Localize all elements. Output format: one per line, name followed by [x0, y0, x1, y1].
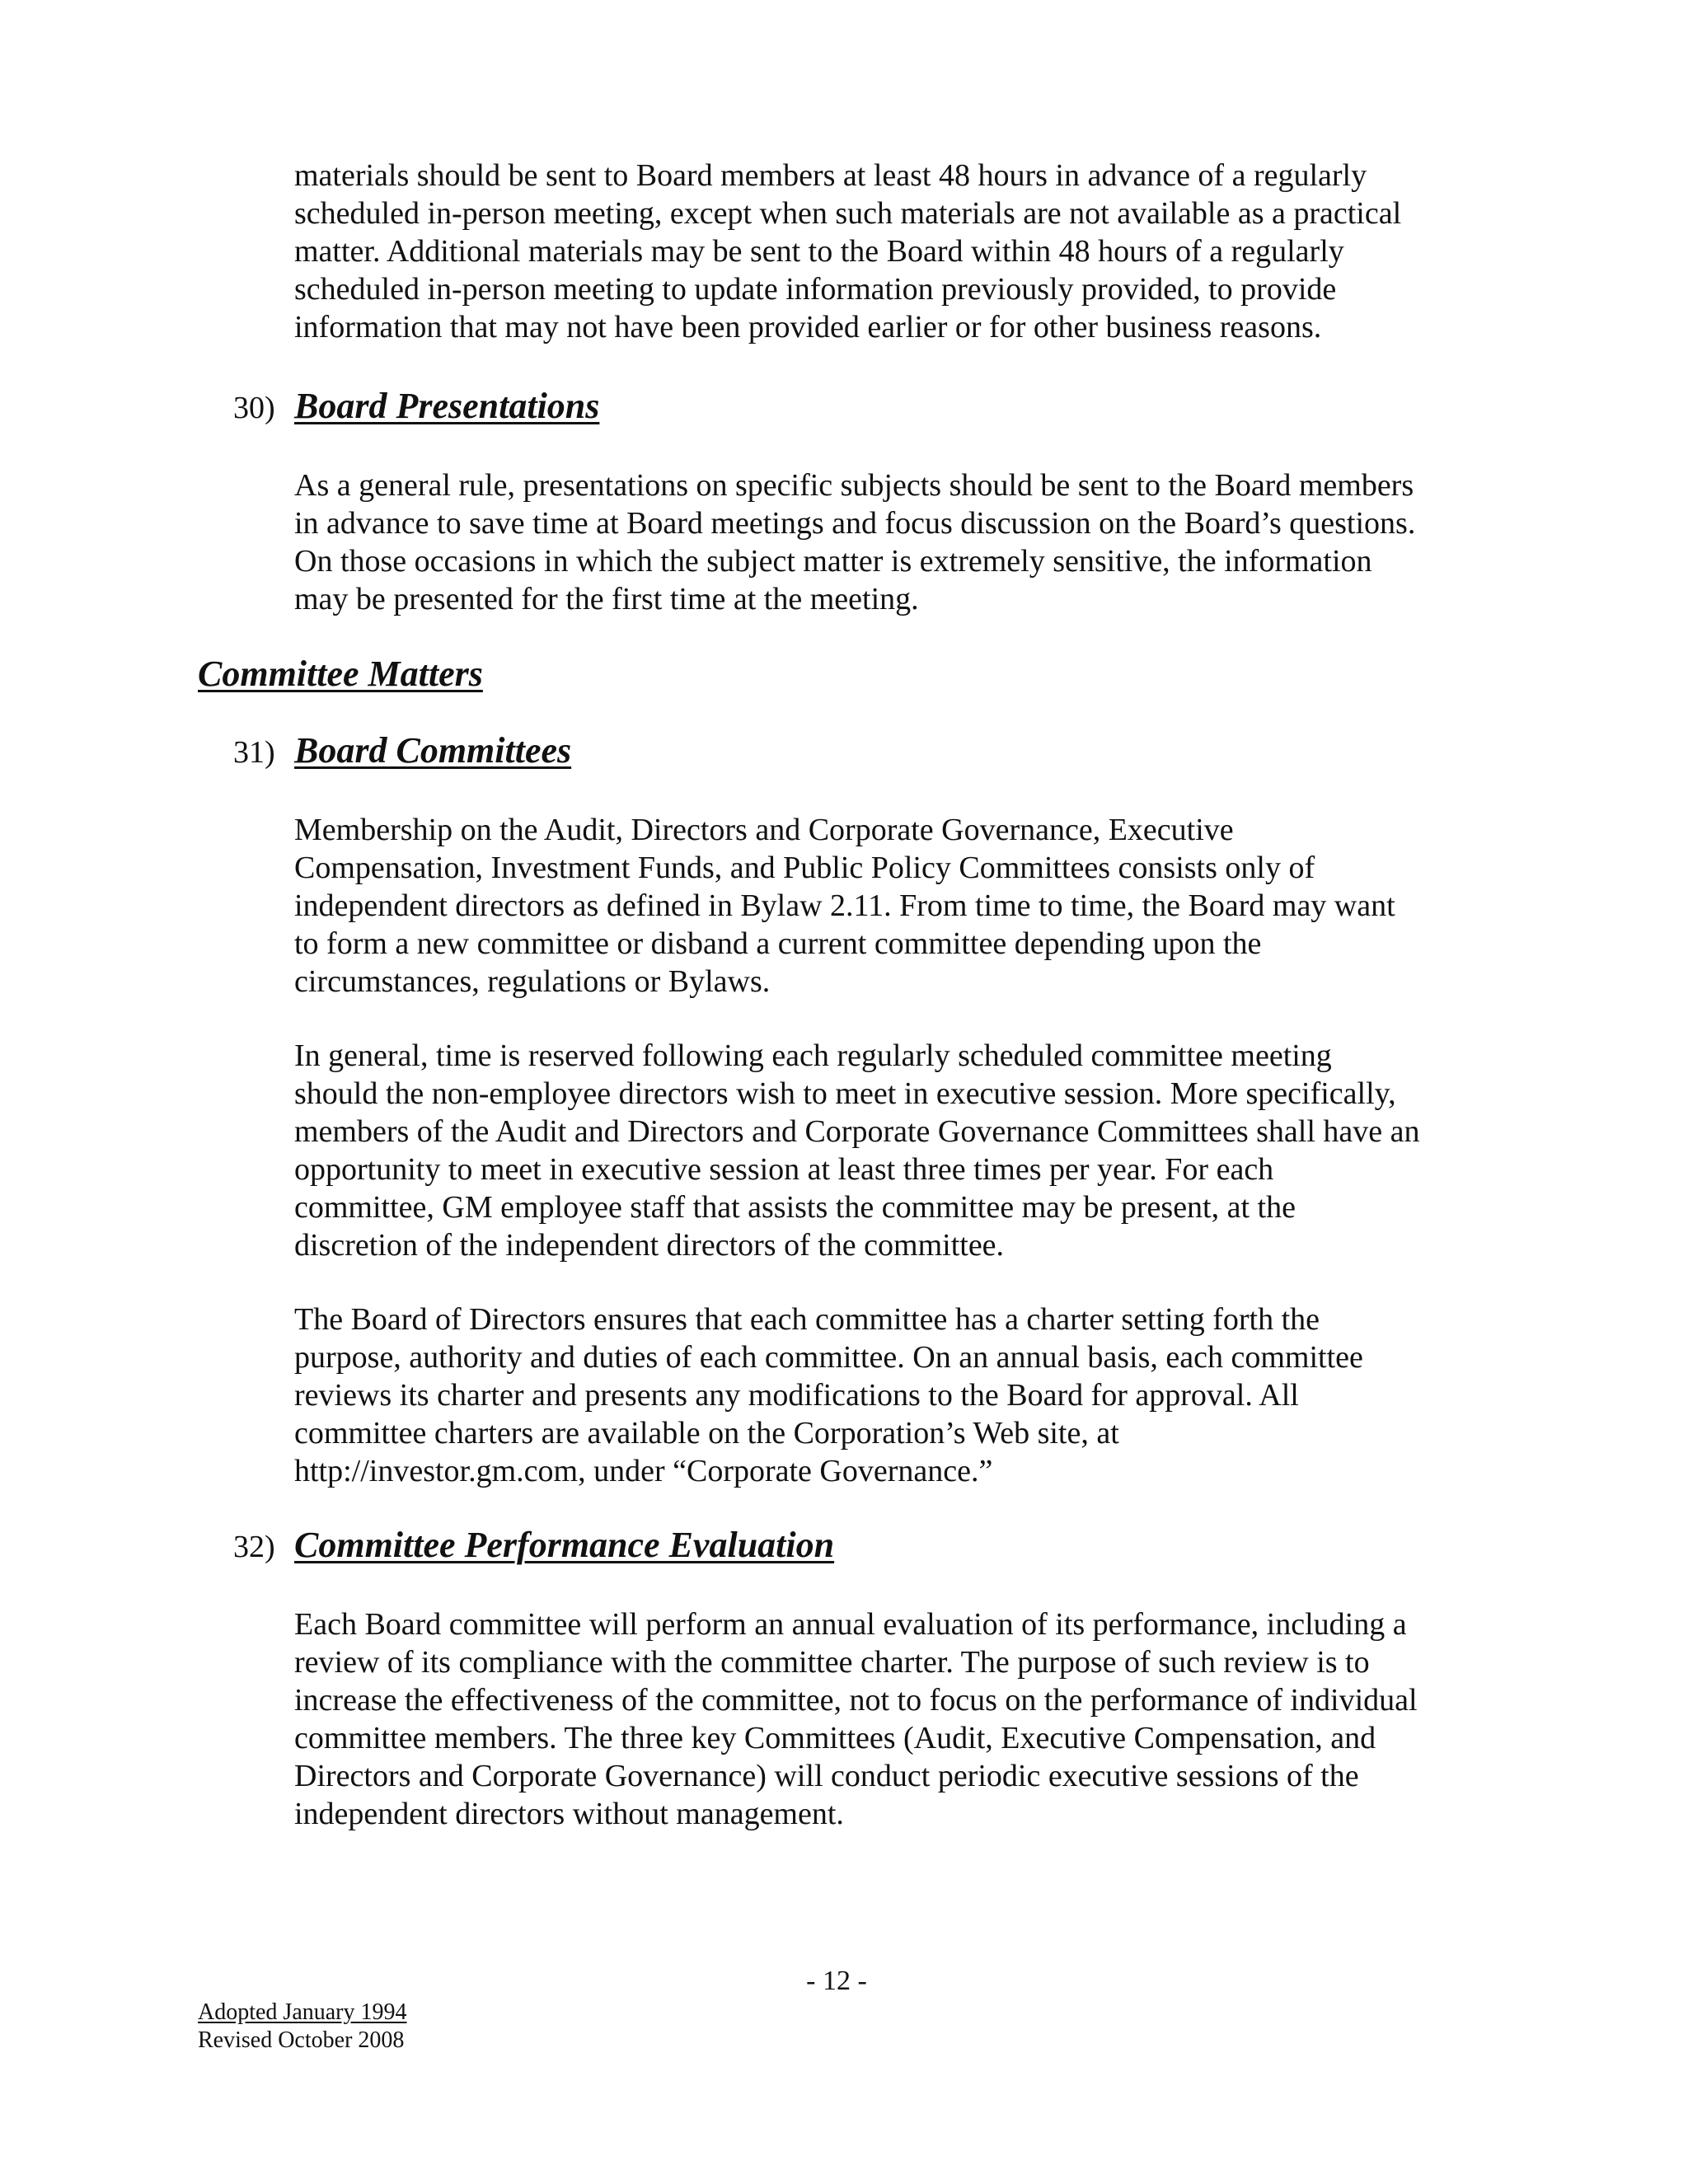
text-line: committee, GM employee staff that assists the committee may be present, at the [294, 1190, 1296, 1225]
item-30-paragraph [294, 466, 1531, 618]
item-title: Board Committees [294, 730, 572, 771]
text-line: Directors and Corporate Governance) will conduct periodic executive sessions of the [294, 1759, 1359, 1793]
text-line: The Board of Directors ensures that each committee has a charter setting forth the [294, 1302, 1320, 1337]
text-line: members of the Audit and Directors and Corporate Governance Committees shall have an [294, 1114, 1420, 1149]
text-line: On those occasions in which the subject matter is extremely sensitive, the information [294, 544, 1372, 579]
item-32-paragraph [294, 1605, 1531, 1833]
section-heading: Committee Matters [198, 654, 483, 694]
text-line: may be presented for the first time at the meeting. [294, 582, 919, 616]
text-line: independent directors as defined in Bylaw 2.11. From time to time, the Board may want [294, 888, 1395, 923]
item-30-heading [233, 385, 599, 436]
text-line: scheduled in-person meeting, except when such materials are not available as a practical [294, 196, 1402, 231]
footer-adopted: Adopted January 1994 [198, 1999, 407, 2025]
item-title: Board Presentations [294, 386, 600, 426]
item-31-heading [233, 729, 571, 780]
text-line: independent directors without management. [294, 1797, 844, 1831]
text-line: Each Board committee will perform an annual evaluation of its performance, including a [294, 1607, 1407, 1642]
text-line: matter. Additional materials may be sent to the Board within 48 hours of a regularly [294, 234, 1344, 269]
text-line: increase the effectiveness of the committee, not to focus on the performance of individual [294, 1683, 1418, 1718]
text-line: to form a new committee or disband a current committee depending upon the [294, 926, 1262, 961]
text-line: In general, time is reserved following each regularly scheduled committee meeting [294, 1038, 1332, 1073]
text-line: circumstances, regulations or Bylaws. [294, 964, 771, 999]
item-number: 32) [233, 1530, 275, 1564]
text-line: scheduled in-person meeting to update information previously provided, to provide [294, 272, 1337, 307]
page-number: - 12 - [806, 1966, 867, 1996]
item-number: 31) [233, 735, 275, 770]
item-31-paragraph-2 [294, 1037, 1531, 1264]
text-line: information that may not have been provided earlier or for other business reasons. [294, 310, 1322, 344]
text-line: opportunity to meet in executive session at least three times per year. For each [294, 1152, 1274, 1187]
text-line: As a general rule, presentations on specific subjects should be sent to the Board members [294, 468, 1414, 503]
intro-paragraph [294, 157, 1531, 346]
item-number: 30) [233, 391, 275, 425]
footer-revised: Revised October 2008 [198, 2027, 405, 2053]
text-line: in advance to save time at Board meetings and focus discussion on the Board’s questions. [294, 506, 1416, 541]
text-line: committee members. The three key Committees (Audit, Executive Compensation, and [294, 1721, 1376, 1755]
text-line: reviews its charter and presents any modifications to the Board for approval. All [294, 1378, 1299, 1413]
footer [198, 1999, 407, 2055]
text-line: should the non-employee directors wish to meet in executive session. More specifically, [294, 1076, 1396, 1111]
text-line: Membership on the Audit, Directors and Corporate Governance, Executive [294, 813, 1234, 847]
item-title: Committee Performance Evaluation [294, 1525, 835, 1565]
text-line: http://investor.gm.com, under “Corporate Governance.” [294, 1454, 993, 1488]
item-32-heading [233, 1524, 834, 1575]
text-line: Compensation, Investment Funds, and Public Policy Committees consists only of [294, 851, 1315, 885]
item-31-paragraph-3 [294, 1301, 1531, 1490]
text-line: materials should be sent to Board members at least 48 hours in advance of a regularly [294, 158, 1367, 193]
text-line: purpose, authority and duties of each committee. On an annual basis, each committee [294, 1340, 1363, 1375]
text-line: committee charters are available on the Corporation’s Web site, at [294, 1416, 1119, 1451]
item-31-paragraph-1 [294, 811, 1531, 1001]
text-line: discretion of the independent directors of the committee. [294, 1228, 1005, 1263]
text-line: review of its compliance with the committee charter. The purpose of such review is to [294, 1645, 1370, 1680]
